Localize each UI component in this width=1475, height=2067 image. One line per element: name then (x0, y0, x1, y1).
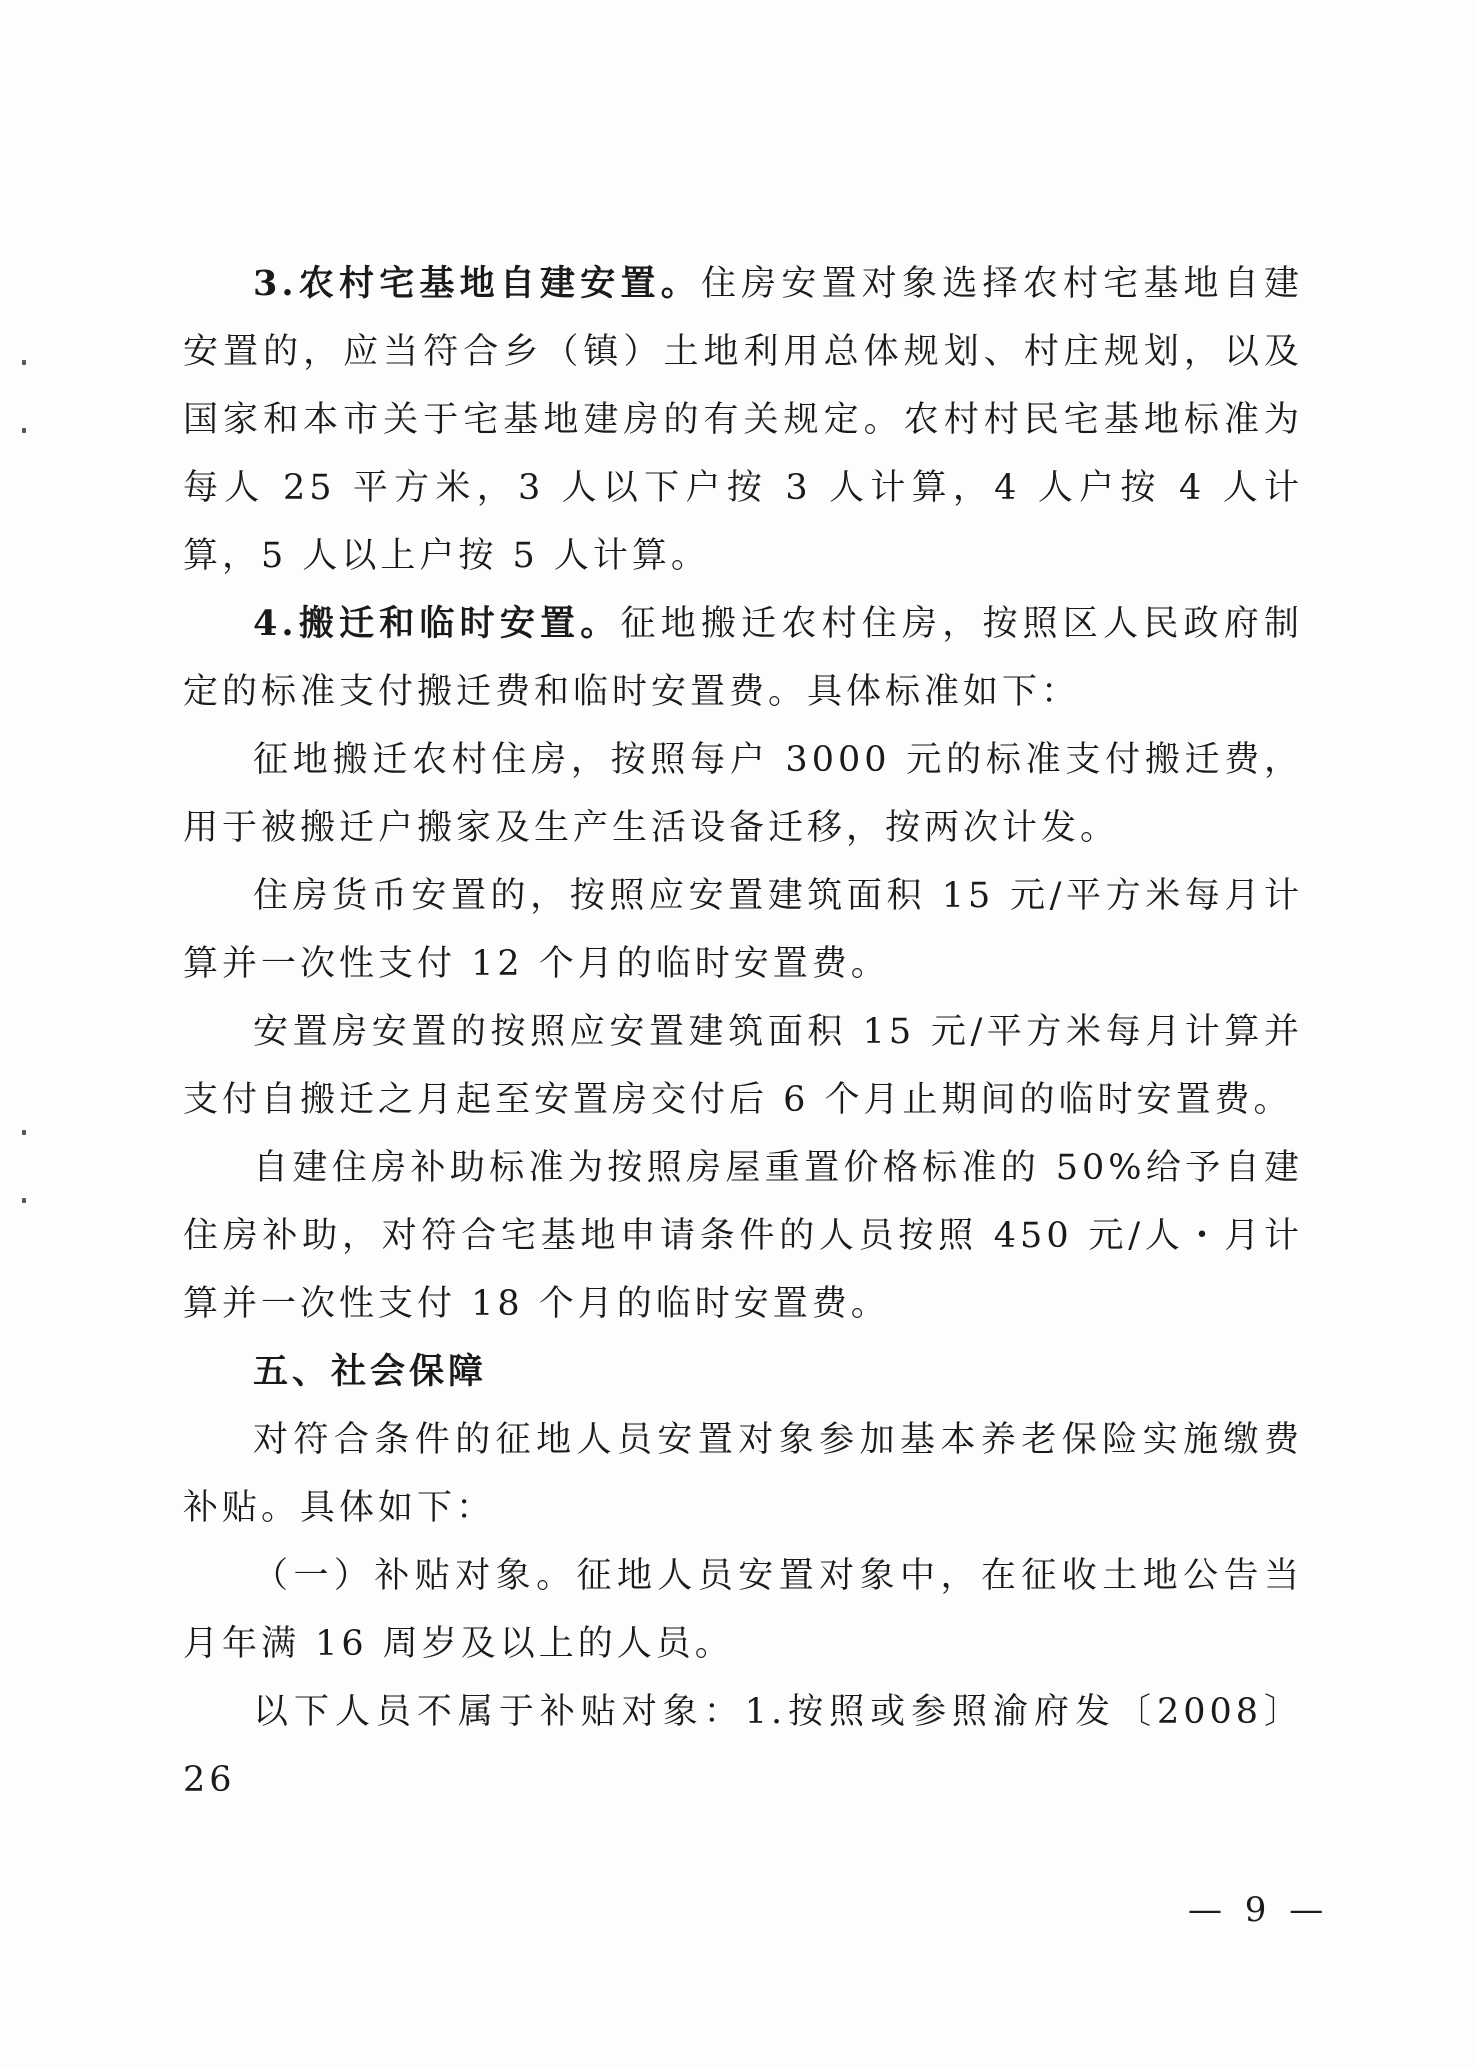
paragraph-text: 安置房安置的按照应安置建筑面积 15 元/平方米每月计算并支付自搬迁之月起至安置房交付后 6 个月止期间的临时安置费。 (183, 1012, 1303, 1120)
paragraph-selfbuild-subsidy (183, 1134, 1303, 1338)
paragraph-text: 住房安置对象选择农村宅基地自建安置的，应当符合乡（镇）土地利用总体规划、村庄规划，以及国家和本市关于宅基地建房的有关规定。农村村民宅基地标准为每人 25 平方米，3 人以下户按 3 人计算，4 人户按 4 人计算，5 人以上户按 5 人计算。 (183, 264, 1303, 576)
paragraph-moving-fee (183, 726, 1303, 862)
paragraph-insurance-subsidy (183, 1406, 1303, 1542)
paragraph-text: 住房货币安置的，按照应安置建筑面积 15 元/平方米每月计算并一次性支付 12 个月的临时安置费。 (183, 876, 1303, 984)
paragraph-text: 以下人员不属于补贴对象：1.按照或参照渝府发〔2008〕26 (183, 1692, 1303, 1800)
paragraph-homestead-selfbuild (183, 250, 1303, 590)
margin-mark (22, 1198, 26, 1203)
paragraph-bold-lead: 3.农村宅基地自建安置。 (253, 263, 701, 304)
body-text (183, 250, 1303, 1814)
paragraph-bold-lead: 4.搬迁和临时安置。 (253, 603, 621, 644)
paragraph-text: 自建住房补助标准为按照房屋重置价格标准的 50%给予自建住房补助，对符合宅基地申请条件的人员按照 450 元/人・月计算并一次性支付 18 个月的临时安置费。 (183, 1148, 1303, 1324)
paragraph-subsidy-target (183, 1542, 1303, 1678)
paragraph-text: 征地搬迁农村住房，按照区人民政府制定的标准支付搬迁费和临时安置费。具体标准如下： (183, 604, 1303, 712)
margin-mark (22, 360, 26, 365)
paragraph-relocation (183, 590, 1303, 726)
margin-mark (22, 428, 26, 433)
paragraph-monetary-placement (183, 862, 1303, 998)
paragraph-text: （一）补贴对象。征地人员安置对象中，在征收土地公告当月年满 16 周岁及以上的人员。 (183, 1556, 1303, 1664)
paragraph-housing-placement (183, 998, 1303, 1134)
margin-mark (22, 1130, 26, 1135)
paragraph-text: 征地搬迁农村住房，按照每户 3000 元的标准支付搬迁费，用于被搬迁户搬家及生产生活设备迁移，按两次计发。 (183, 740, 1303, 848)
paragraph-text: 对符合条件的征地人员安置对象参加基本养老保险实施缴费补贴。具体如下： (183, 1420, 1303, 1528)
section-heading: 五、社会保障 (253, 1351, 488, 1392)
page-number: — 9 — (1188, 1890, 1330, 1930)
paragraph-excluded-persons (183, 1678, 1303, 1814)
